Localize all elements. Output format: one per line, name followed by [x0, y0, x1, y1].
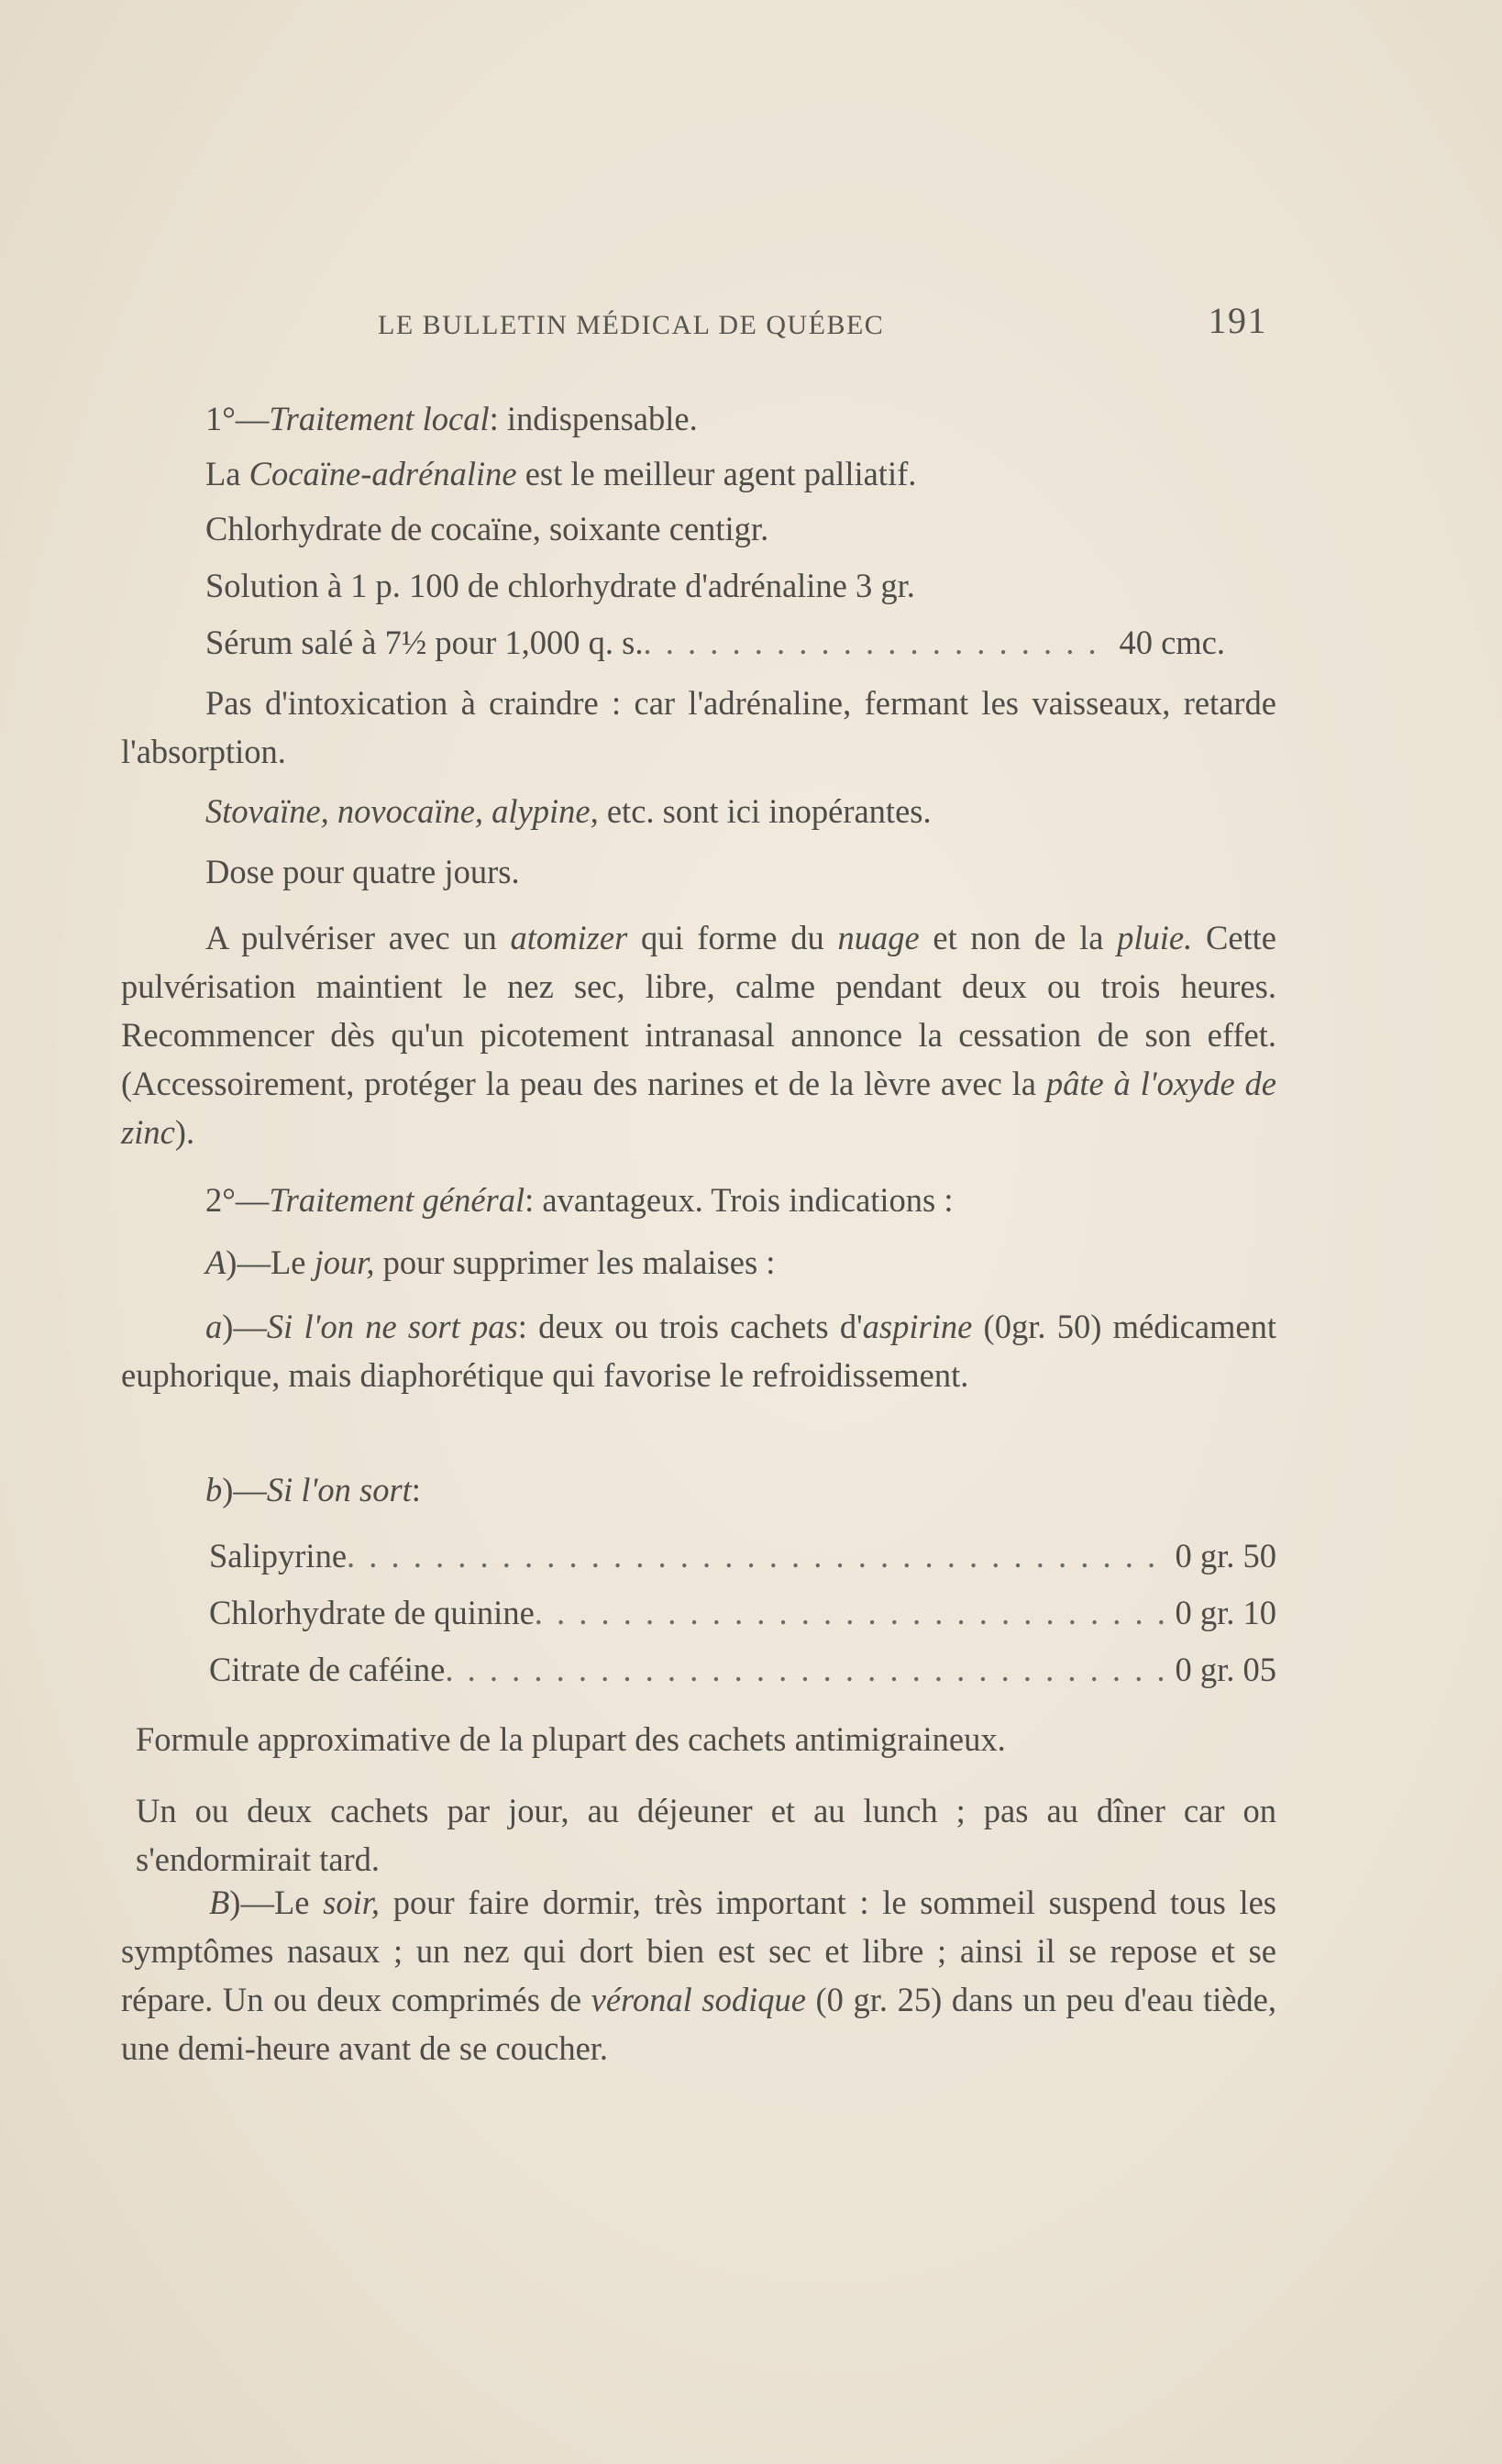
- line-if-going-out: b)—Si l'on sort:: [205, 1471, 421, 1508]
- line-local-treatment: 1°—Traitement local: indispensable.: [205, 400, 698, 437]
- line-general-treatment: 2°—Traitement général: avantageux. Trois indications :: [205, 1181, 954, 1219]
- line-stovaine: Stovaïne, novocaïne, alypine, etc. sont ici inopérantes.: [205, 792, 932, 830]
- line-serum: Sérum salé à 7½ pour 1,000 q. s. . . . 40 cmc.: [205, 618, 1225, 667]
- line-formula-note: Formule approximative de la plupart des cachets antimigraineux.: [136, 1720, 1006, 1758]
- page-number: 191: [1208, 300, 1267, 341]
- line-dose: Dose pour quatre jours.: [205, 853, 520, 890]
- paragraph-aspirine: a)—Si l'on ne sort pas: deux ou trois cachets d'aspirine (0gr. 50) médicament euphorique, mais diaphorétique qui favorise le refroidissement.: [121, 1308, 1276, 1394]
- paragraph-cachets: Un ou deux cachets par jour, au déjeuner et au lunch ; pas au dîner car on s'endormirait tard.: [136, 1792, 1276, 1878]
- paragraph-evening: B)—Le soir, pour faire dormir, très important : le sommeil suspend tous les symptômes nasaux ; un nez qui dort bien est sec et libre ; ainsi il se repose et se répare. Un ou deux comprimés de véronal sodique (0 gr. 25) dans un peu d'eau tiède, une demi-heure avant de se coucher.: [121, 1884, 1276, 2067]
- rx-line-cafeine: Citrate de caféine . . . 0 gr. 05: [209, 1645, 1276, 1694]
- line-day: A)—Le jour, pour supprimer les malaises :: [205, 1243, 776, 1281]
- running-header: [378, 299, 1267, 350]
- line-chlorhydrate-cocaine: Chlorhydrate de cocaïne, soixante centigr.: [205, 510, 769, 547]
- line-cocaine-adrenaline: La Cocaïne-adrénaline est le meilleur agent palliatif.: [205, 455, 917, 492]
- line-solution: Solution à 1 p. 100 de chlorhydrate d'adrénaline 3 gr.: [205, 567, 915, 604]
- paragraph-intoxication: Pas d'intoxication à craindre : car l'adrénaline, fermant les vaisseaux, retarde l'absorption.: [121, 684, 1276, 770]
- journal-title: LE BULLETIN MÉDICAL DE QUÉBEC: [378, 310, 885, 340]
- rx-line-quinine: Chlorhydrate de quinine . . . 0 gr. 10: [209, 1588, 1276, 1637]
- paragraph-pulverisation: A pulvériser avec un atomizer qui forme du nuage et non de la pluie. Cette pulvérisation maintient le nez sec, libre, calme pendant deux ou trois heures. Recommencer dès qu'un picotement intranasal annonce la cessation de son effet. (Accessoirement, protéger la peau des narines et de la lèvre avec la pâte à l'oxyde de zinc).: [121, 919, 1276, 1151]
- rx-line-salipyrine: Salipyrine . . . 0 gr. 50: [209, 1531, 1276, 1580]
